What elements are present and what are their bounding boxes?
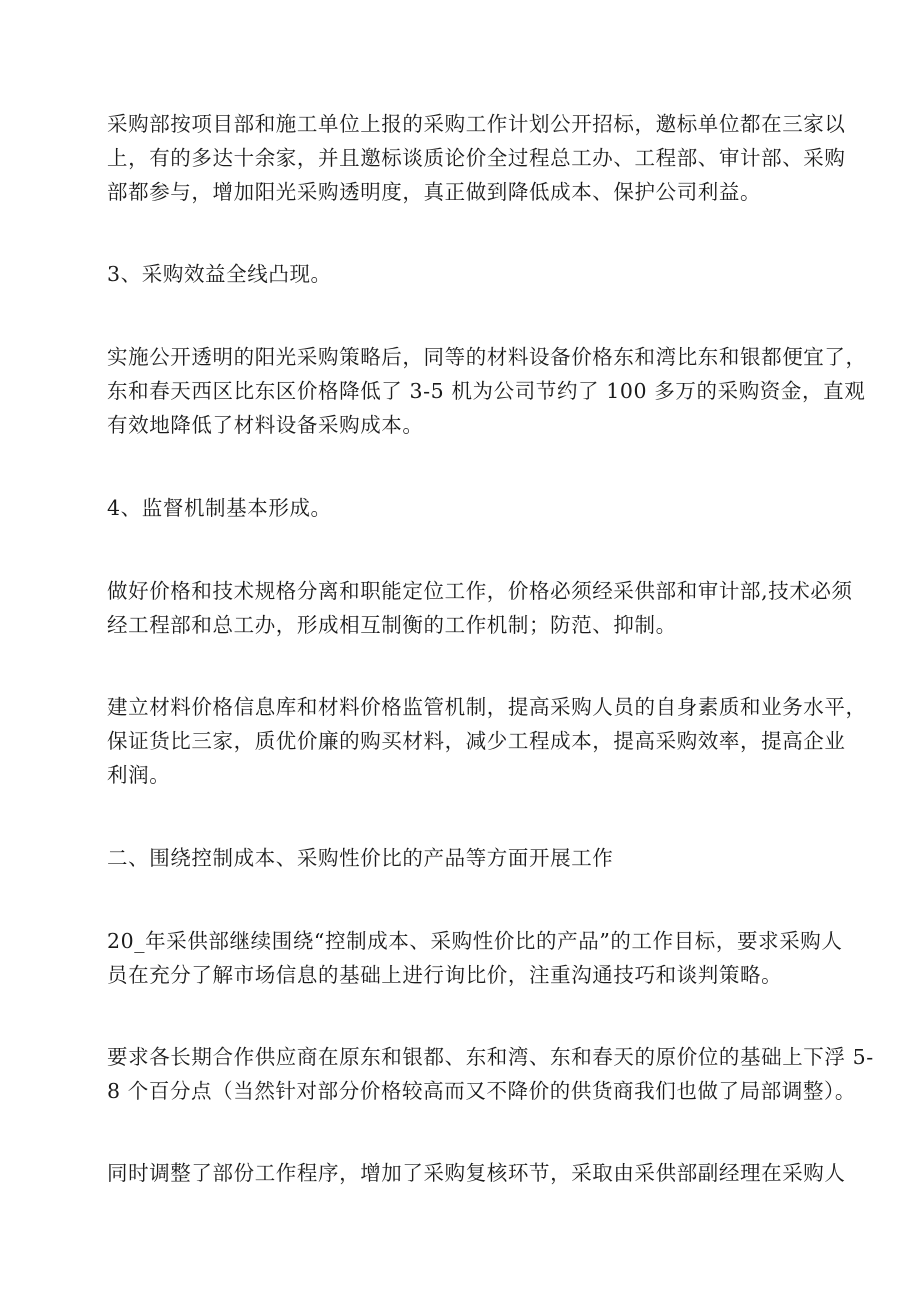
text-line: 有效地降低了材料设备采购成本。 <box>107 413 424 437</box>
text-line: 员在充分了解市场信息的基础上进行询比价，注重沟通技巧和谈判策略。 <box>107 963 783 987</box>
text-line: 采购部按项目部和施工单位上报的采购工作计划公开招标，邀标单位都在三家以 <box>107 112 846 136</box>
paragraph-work-goal <box>107 924 843 992</box>
heading-cost-control <box>107 841 832 875</box>
text-line: 要求各长期合作供应商在原东和银都、东和湾、东和春天的原价位的基础上下浮 5- <box>107 1045 874 1069</box>
text-line: 利润。 <box>107 763 171 787</box>
paragraph-price-database <box>107 690 867 792</box>
text-line: 做好价格和技术规格分离和职能定位工作，价格必须经采供部和审计部,技术必须 <box>107 579 853 603</box>
paragraph-sunshine-procurement <box>107 340 867 442</box>
text-line: 部都参与，增加阳光采购透明度，真正做到降低成本、保护公司利益。 <box>107 180 762 204</box>
text-line: 东和春天西区比东区价格降低了 3-5 机为公司节约了 100 多万的采购资金，直观 <box>107 379 866 403</box>
heading-supervision-mechanism <box>107 491 832 525</box>
paragraph-supplier-pricing <box>107 1040 874 1108</box>
paragraph-price-tech-separation <box>107 574 853 642</box>
text-line: 二、围绕控制成本、采购性价比的产品等方面开展工作 <box>107 846 614 870</box>
paragraph-procedure-adjustment <box>107 1156 846 1190</box>
text-line: 3、采购效益全线凸现。 <box>107 262 332 286</box>
paragraph-procurement-bidding <box>107 107 846 209</box>
text-line: 经工程部和总工办，形成相互制衡的工作机制；防范、抑制。 <box>107 613 677 637</box>
text-line: 保证货比三家，质优价廉的购买材料，减少工程成本，提高采购效率，提高企业 <box>107 729 846 753</box>
text-line: 8 个百分点（当然针对部分价格较高而又不降价的供货商我们也做了局部调整）。 <box>107 1079 857 1103</box>
text-line: 上，有的多达十余家，并且邀标谈质论价全过程总工办、工程部、审计部、采购 <box>107 146 846 170</box>
text-line: 同时调整了部份工作程序，增加了采购复核环节，采取由采供部副经理在采购人 <box>107 1161 846 1185</box>
text-line: 建立材料价格信息库和材料价格监管机制，提高采购人员的自身素质和业务水平， <box>107 695 867 719</box>
text-line: 实施公开透明的阳光采购策略后，同等的材料设备价格东和湾比东和银都便宜了， <box>107 345 867 369</box>
heading-procurement-benefits <box>107 257 832 291</box>
text-line: 20_年采供部继续围绕“控制成本、采购性价比的产品”的工作目标，要求采购人 <box>107 929 843 953</box>
text-line: 4、监督机制基本形成。 <box>107 496 332 520</box>
